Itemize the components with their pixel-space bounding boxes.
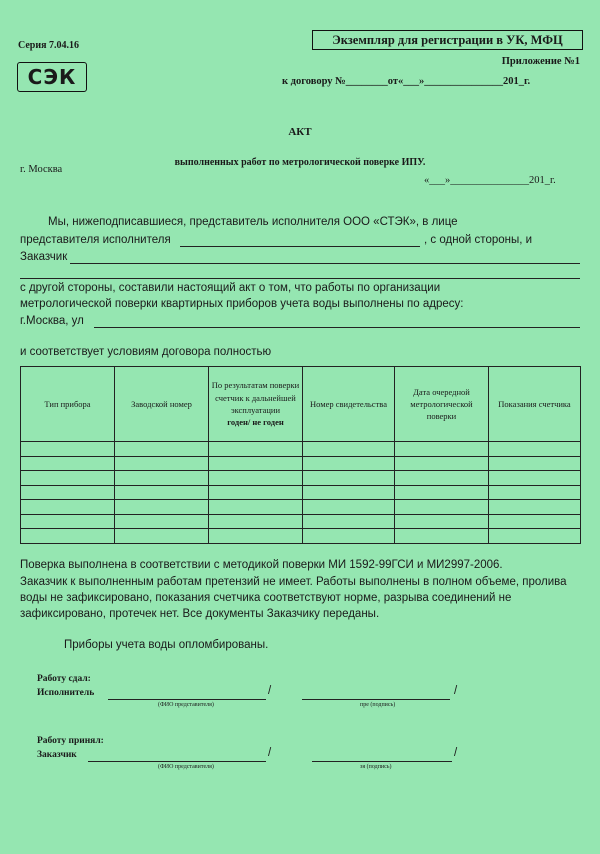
- customer-label: Заказчик: [20, 251, 68, 263]
- col-certificate-number: Номер свидетельства: [303, 367, 395, 442]
- col-meter-type: Тип прибора: [21, 367, 115, 442]
- executor-slash: /: [268, 685, 272, 697]
- table-header-row: [21, 367, 581, 442]
- address-label: г.Москва, ул: [20, 315, 84, 327]
- sealed-line: Приборы учета воды опломбированы.: [64, 639, 269, 651]
- other-side-line: с другой стороны, составили настоящий акт о том, что работы по организации: [20, 282, 441, 294]
- customer-sign-caption: зя (подпись): [360, 764, 392, 770]
- conditions-line: и соответствует условиям договора полностью: [20, 346, 272, 358]
- customer-name-field[interactable]: [88, 761, 266, 762]
- table-row: [21, 456, 581, 471]
- company-logo: СЭК: [17, 62, 87, 92]
- no-claims-line-3: зафиксировано, протечек нет. Все документы Заказчику переданы.: [20, 608, 380, 620]
- city-label: г. Москва: [20, 164, 63, 175]
- col-serial-number: Заводской номер: [115, 367, 209, 442]
- meters-table: [20, 366, 581, 544]
- customer-signature-slash: /: [454, 747, 458, 759]
- table-row: [21, 485, 581, 500]
- table-row: [21, 514, 581, 529]
- customer-sign-label: Заказчик: [37, 750, 77, 760]
- table-row: [21, 500, 581, 515]
- col-next-verification-date: Дата очередной метрологической поверки: [395, 367, 489, 442]
- act-subtitle: выполненных работ по метрологической поверке ИПУ.: [174, 157, 426, 168]
- executor-name-field[interactable]: [108, 699, 266, 700]
- series-label: Серия 7.04.16: [18, 40, 80, 51]
- verification-method-line: Поверка выполнена в соответствии с методикой поверки МИ 1592-99ГСИ и МИ2997-2006.: [20, 559, 503, 571]
- handed-over-label: Работу сдал:: [37, 674, 91, 684]
- table-row: [21, 471, 581, 486]
- appendix-label: Приложение №1: [501, 56, 580, 67]
- no-claims-line-2: воды не зафиксировано, показания счетчика соответствуют норме, разрыва соединений не: [20, 592, 512, 604]
- col-meter-readings: Показания счетчика: [489, 367, 581, 442]
- executor-label: Исполнитель: [37, 688, 95, 698]
- customer-field-extra[interactable]: [20, 278, 580, 279]
- customer-slash: /: [268, 747, 272, 759]
- address-field[interactable]: [94, 327, 580, 328]
- executor-rep-label: представителя исполнителя: [20, 234, 171, 246]
- accepted-label: Работу принял:: [37, 736, 104, 746]
- act-title: АКТ: [288, 126, 312, 138]
- col-verification-result: По результатам поверки счетчик к дальнейшей эксплуатации годен/ не годен: [209, 367, 303, 442]
- verification-address-line: метрологической поверки квартирных приборов учета воды выполнены по адресу:: [20, 298, 464, 310]
- executor-rep-field[interactable]: [180, 246, 420, 247]
- copy-label-box: Экземпляр для регистрации в УК, МФЦ: [312, 30, 583, 50]
- table-row: [21, 529, 581, 544]
- contract-reference: к договору №________от«___»_______________201_г.: [282, 76, 531, 87]
- executor-sign-caption: пре (подпись): [360, 702, 396, 708]
- executor-signature-slash: /: [454, 685, 458, 697]
- executor-fio-caption: (ФИО представителя): [158, 702, 214, 708]
- one-side-label: , с одной стороны, и: [424, 234, 533, 246]
- customer-fio-caption: (ФИО представителя): [158, 764, 214, 770]
- customer-field[interactable]: [70, 263, 580, 264]
- no-claims-line-1: Заказчик к выполненным работам претензий не имеет. Работы выполнены в полном объеме, пролива: [20, 576, 567, 588]
- table-row: [21, 442, 581, 457]
- intro-line: Мы, нижеподписавшиеся, представитель исполнителя ООО «СТЭК», в лице: [48, 216, 458, 228]
- act-date: «___»_______________201_г.: [424, 175, 556, 186]
- executor-signature-field[interactable]: [302, 699, 450, 700]
- customer-signature-field[interactable]: [312, 761, 452, 762]
